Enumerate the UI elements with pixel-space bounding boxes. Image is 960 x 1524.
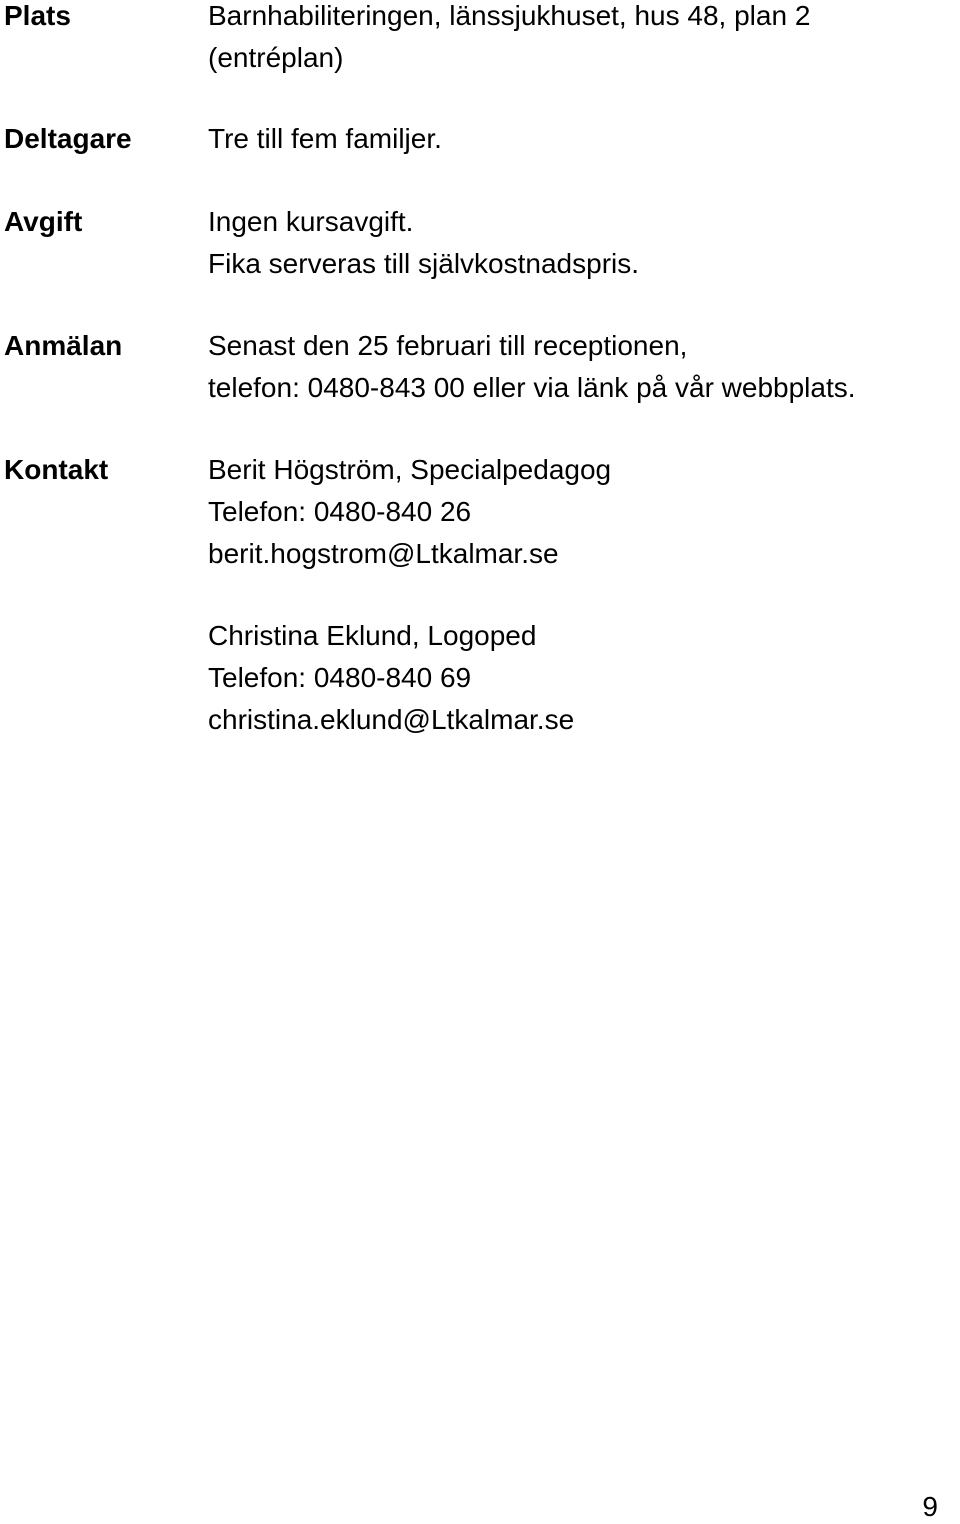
label-deltagare: Deltagare [4, 123, 132, 154]
label-kontakt: Kontakt [4, 454, 109, 485]
anmalan-value [208, 325, 856, 409]
avgift-line-2: Fika serveras till självkostnadspris. [208, 248, 640, 279]
plats-value [208, 0, 810, 79]
anmalan-line-1: Senast den 25 februari till receptionen, [208, 330, 688, 361]
plats-line-1: Barnhabiliteringen, länssjukhuset, hus 48, plan 2 [208, 0, 811, 31]
label-plats: Plats [4, 0, 71, 31]
contact-card-2 [208, 615, 574, 741]
avgift-value [208, 201, 639, 285]
label-avgift: Avgift [4, 206, 83, 237]
anmalan-line-2: telefon: 0480-843 00 eller via länk på vår webbplats. [208, 372, 856, 403]
contact-email: berit.hogstrom@Ltkalmar.se [208, 538, 559, 569]
contact-card-1 [208, 449, 611, 575]
contact-phone: Telefon: 0480-840 26 [208, 496, 472, 527]
deltagare-line-1: Tre till fem familjer. [208, 123, 442, 154]
deltagare-value [208, 118, 442, 160]
plats-line-2: (entréplan) [208, 42, 344, 73]
contact-email: christina.eklund@Ltkalmar.se [208, 704, 575, 735]
label-anmalan: Anmälan [4, 330, 123, 361]
contact-phone: Telefon: 0480-840 69 [208, 662, 472, 693]
avgift-line-1: Ingen kursavgift. [208, 206, 414, 237]
contact-name: Berit Högström, Specialpedagog [208, 454, 612, 485]
contact-name: Christina Eklund, Logoped [208, 620, 537, 651]
page-number: 9 [922, 1491, 938, 1522]
